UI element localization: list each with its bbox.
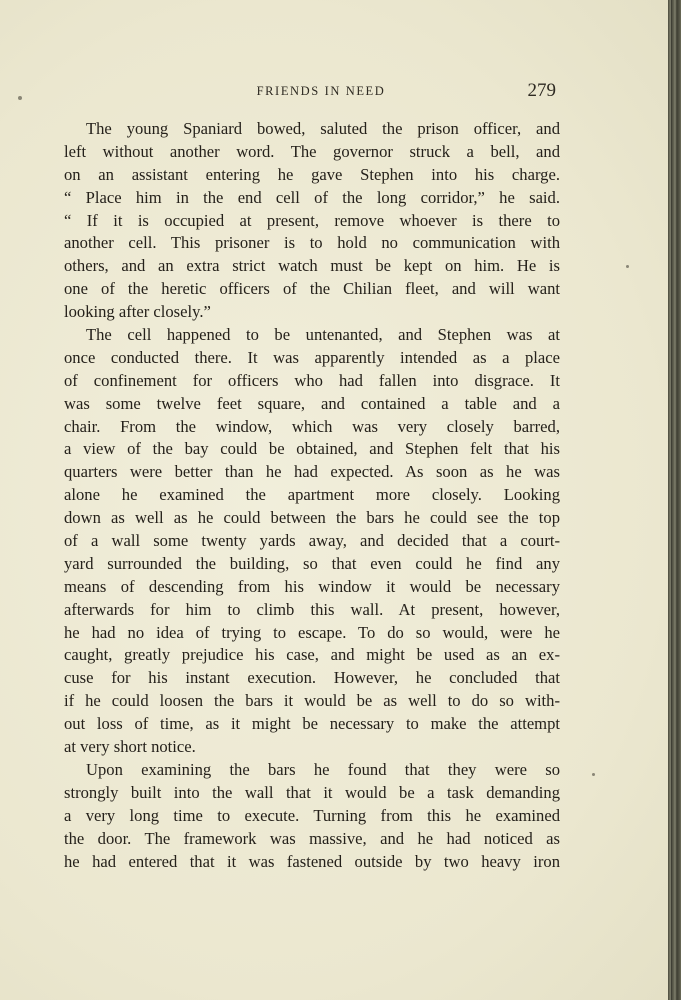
text-line: cuse for his instant execution. However, he concluded that	[64, 668, 560, 688]
text-line: on an assistant entering he gave Stephen into his charge.	[64, 164, 560, 184]
paper-speck	[626, 265, 629, 268]
text-line: looking after closely.”	[64, 302, 211, 322]
text-line: of a wall some twenty yards away, and decided that a court-	[64, 531, 560, 551]
text-line: caught, greatly prejudice his case, and might be used as an ex-	[64, 645, 560, 665]
text-line: at very short notice.	[64, 737, 196, 757]
text-line: means of descending from his window it would be necessary	[64, 576, 560, 596]
paper-speck	[592, 773, 595, 776]
paper-speck	[18, 96, 22, 100]
text-line: left without another word. The governor struck a bell, and	[64, 141, 560, 161]
page-header	[64, 80, 556, 104]
text-line: once conducted there. It was apparently intended as a place	[64, 347, 560, 367]
page-number: 279	[527, 80, 556, 101]
text-line: of confinement for officers who had fallen into disgrace. It	[64, 370, 560, 390]
text-line: another cell. This prisoner is to hold no communication with	[64, 233, 560, 253]
text-line: was some twelve feet square, and contained a table and a	[64, 393, 560, 413]
text-line: “ If it is occupied at present, remove whoever is there to	[64, 210, 560, 230]
text-line: chair. From the window, which was very closely barred,	[64, 416, 560, 436]
text-line: if he could loosen the bars it would be as well to do so with-	[64, 691, 560, 711]
text-line: yard surrounded the building, so that even could he find any	[64, 553, 560, 573]
text-line: alone he examined the apartment more closely. Looking	[64, 485, 560, 505]
text-line: The cell happened to be untenanted, and Stephen was at	[86, 325, 560, 345]
text-line: a very long time to execute. Turning from this he examined	[64, 805, 560, 825]
text-line: strongly built into the wall that it would be a task demanding	[64, 782, 560, 802]
text-line: he had entered that it was fastened outside by two heavy iron	[64, 851, 560, 871]
text-line: “ Place him in the end cell of the long corridor,” he said.	[64, 187, 560, 207]
text-line: one of the heretic officers of the Chilian fleet, and will want	[64, 279, 560, 299]
text-line: a view of the bay could be obtained, and Stephen felt that his	[64, 439, 560, 459]
text-line: quarters were better than he had expected. As soon as he was	[64, 462, 560, 482]
text-line: Upon examining the bars he found that they were so	[86, 759, 560, 779]
text-line: afterwards for him to climb this wall. At present, however,	[64, 599, 560, 619]
text-line: The young Spaniard bowed, saluted the prison officer, and	[86, 119, 560, 138]
text-line: he had no idea of trying to escape. To do so would, were he	[64, 622, 560, 642]
text-line: others, and an extra strict watch must be kept on him. He is	[64, 256, 560, 276]
book-binding-edge	[668, 0, 681, 1000]
body-text	[64, 118, 560, 873]
running-head: FRIENDS IN NEED	[256, 84, 386, 98]
text-line: down as well as he could between the bars he could see the top	[64, 508, 560, 528]
text-line: out loss of time, as it might be necessary to make the attempt	[64, 714, 560, 734]
text-line: the door. The framework was massive, and he had noticed as	[64, 828, 560, 848]
